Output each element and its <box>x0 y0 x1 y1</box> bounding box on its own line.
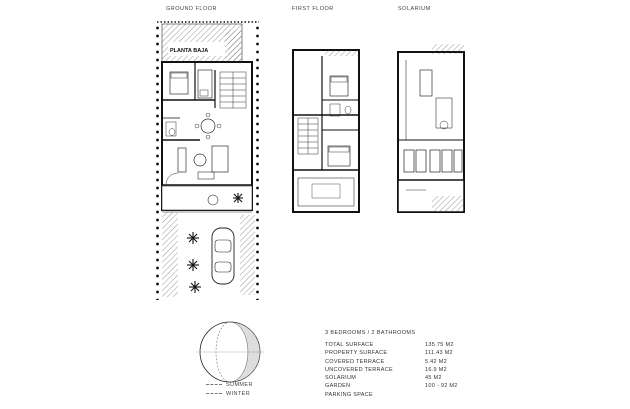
row-value: 135.75 M2 <box>425 342 454 348</box>
ground-floor-plan <box>155 22 261 300</box>
row-value: 45 M2 <box>425 375 442 382</box>
row-label: UNCOVERED TERRACE <box>325 366 393 373</box>
summary-row <box>325 383 465 391</box>
row-value: 5.42 M2 <box>425 358 447 365</box>
summary-row <box>325 350 465 358</box>
first-floor-plan <box>293 50 359 212</box>
legend-summer <box>226 382 253 388</box>
row-label: TOTAL SURFACE <box>325 342 374 348</box>
summer-label: SUMMER <box>226 382 253 388</box>
winter-label: WINTER <box>226 391 251 397</box>
summary-row <box>325 392 465 400</box>
row-value: 16.9 M2 <box>425 366 447 373</box>
row-value: 111.43 M2 <box>425 350 453 357</box>
solarium-title: SOLARIUM <box>398 6 431 12</box>
summary-row <box>325 375 465 383</box>
summary-row <box>325 367 465 375</box>
legend-winter <box>226 391 250 397</box>
row-value <box>425 392 465 400</box>
sun-path-diagram <box>196 322 264 382</box>
first-floor-title: FIRST FLOOR <box>292 6 334 12</box>
summary-row <box>325 342 465 350</box>
row-label: PARKING SPACE <box>325 391 374 398</box>
winter-line <box>206 393 222 394</box>
surface-summary <box>325 330 465 400</box>
solarium-plan <box>398 44 464 212</box>
row-label: PROPERTY SURFACE <box>325 350 388 357</box>
row-label: COVERED TERRACE <box>325 358 385 365</box>
planta-baja-label: PLANTA BAJA <box>170 48 209 54</box>
row-label: GARDEN <box>325 383 351 390</box>
row-value: 100 - 92 M2 <box>425 383 458 390</box>
bedrooms-header: 3 BEDROOMS / 2 BATHROOMS <box>325 330 416 336</box>
summary-row <box>325 359 465 367</box>
ground-floor-title: GROUND FLOOR <box>166 6 217 12</box>
row-label: SOLARIUM <box>325 375 357 382</box>
summer-line <box>206 384 222 385</box>
